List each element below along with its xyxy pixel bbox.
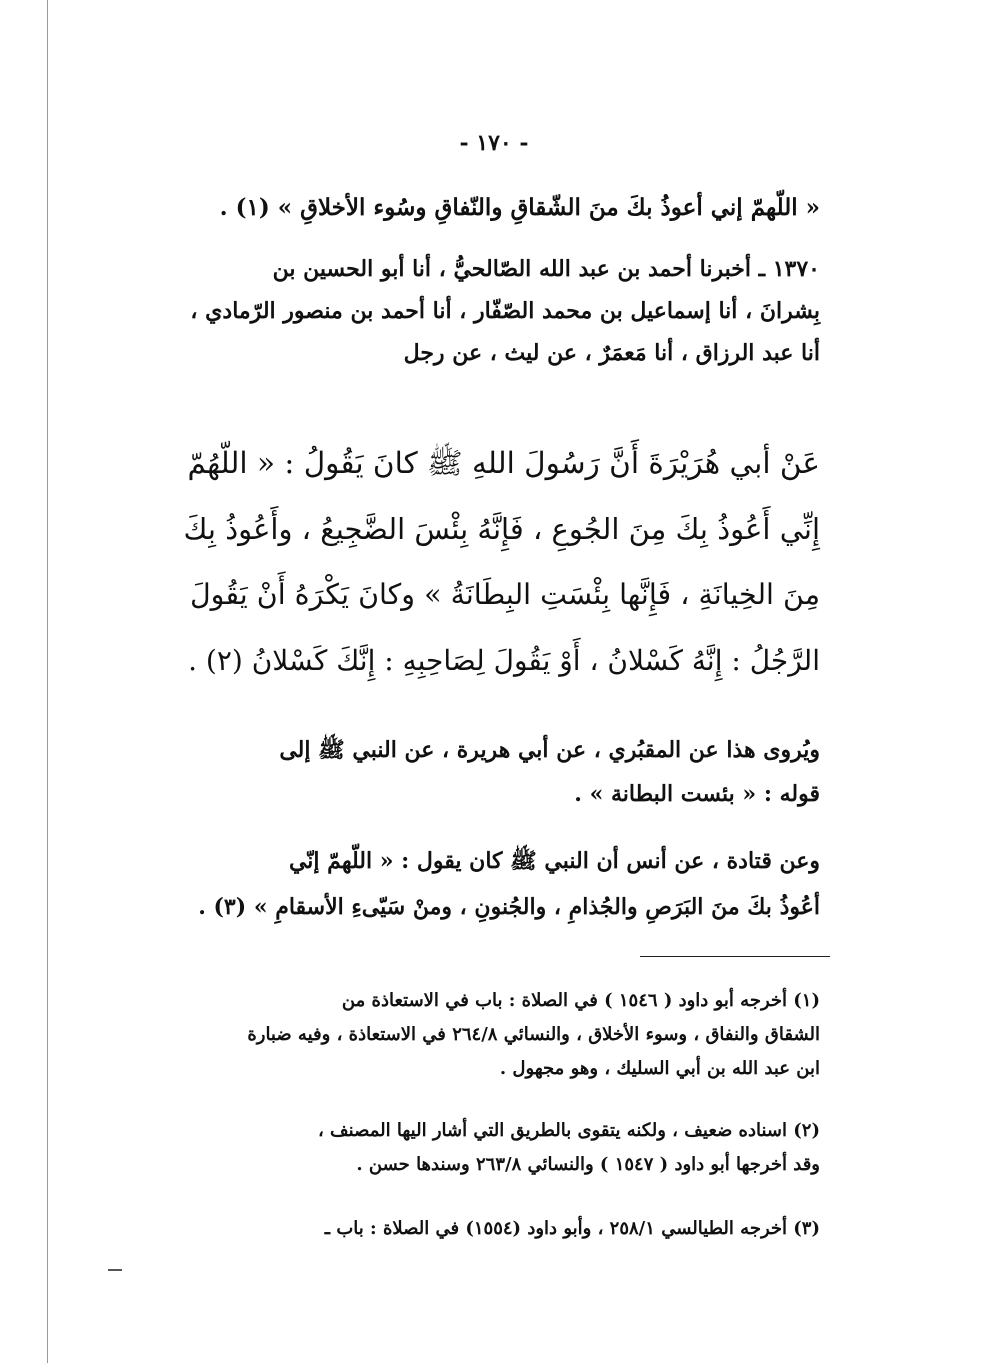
footnote-2 [180, 1114, 820, 1182]
scan-margin-line [47, 0, 48, 1363]
footnote-line: (٣) أخرجه الطيالسي ٢٥٨/١ ، وأبو داود (١٥٥٤) في الصلاة : باب ـ [324, 1218, 820, 1239]
footnote-separator [640, 956, 830, 957]
text-line: أعُوذُ بكَ منَ البَرَصِ والجُذامِ ، والجُنونِ ، ومنْ سَيّىءِ الأسقامِ » (٣) . [198, 894, 820, 920]
text-line: إِنِّي أَعُوذُ بِكَ مِنَ الجُوعِ ، فَإِنَّهُ بِئْسَ الضَّجِيعُ ، وأَعُوذُ بِكَ [183, 512, 820, 546]
paragraph-dua-ending [180, 188, 820, 228]
page-number: - ١٧٠ - [459, 130, 529, 156]
paragraph-isnad-1370 [180, 248, 820, 374]
footnote-line: ابن عبد الله بن أبي السليك ، وهو مجهول . [499, 1058, 820, 1079]
paragraph-maqburi-narration [180, 728, 820, 816]
text-line: الرَّجُلُ : إِنَّهُ كَسْلانُ ، أَوْ يَقُولَ لِصَاحِبِهِ : إِنَّكَ كَسْلانُ (٢) . [188, 644, 820, 677]
paragraph-qatada-narration [180, 838, 820, 930]
text-line: ١٣٧٠ ـ أخبرنا أحمد بن عبد الله الصّالحيُّ ، أنا أبو الحسين بن [272, 256, 820, 282]
footnote-3 [180, 1212, 820, 1246]
footnote-line: الشقاق والنفاق ، وسوء الأخلاق ، والنسائي ٢٦٤/٨ في الاستعاذة ، وفيه ضبارة [247, 1024, 820, 1045]
text-line: عَنْ أبي هُرَيْرَةَ أَنَّ رَسُولَ اللهِ ﷺ كانَ يَقُولُ : « اللّهُمّ [187, 446, 820, 480]
footnote-1 [180, 984, 820, 1086]
text-line: بِشرانَ ، أنا إسماعيل بن محمد الصّفّار ، أنا أحمد بن منصور الرّمادي ، [190, 298, 820, 324]
text-line: ويُروى هذا عن المقبُري ، عن أبي هريرة ، عن النبي ﷺ إلى [279, 737, 820, 763]
text-line: وعن قتادة ، عن أنس أن النبي ﷺ كان يقول : « اللّهمّ إنّي [288, 848, 820, 874]
text-line: مِنَ الخِيانَةِ ، فَإِنَّها بِئْسَتِ البِطَانَةُ » وكانَ يَكْرَهُ أَنْ يَقُولَ [189, 578, 820, 611]
text-line: « اللّهمّ إني أعوذُ بكَ منَ الشّقاقِ والنّفاقِ وسُوء الأخلاقِ » (١) . [219, 194, 820, 221]
footnote-line: (١) أخرجه أبو داود ( ١٥٤٦ ) في الصلاة : باب في الاستعاذة من [341, 990, 820, 1011]
text-line: قوله : « بئست البطانة » . [574, 781, 820, 807]
paragraph-hadith-matn [180, 430, 820, 694]
footnote-line: وقد أخرجها أبو داود ( ١٥٤٧ ) والنسائي ٢٦٣/٨ وسندها حسن . [356, 1154, 820, 1175]
footnote-line: (٢) اسناده ضعيف ، ولكنه يتقوى بالطريق التي أشار اليها المصنف ، [317, 1120, 820, 1141]
scan-edge-mark [108, 1269, 122, 1271]
text-line: أنا عبد الرزاق ، أنا مَعمَرٌ ، عن ليث ، عن رجل [403, 340, 820, 366]
